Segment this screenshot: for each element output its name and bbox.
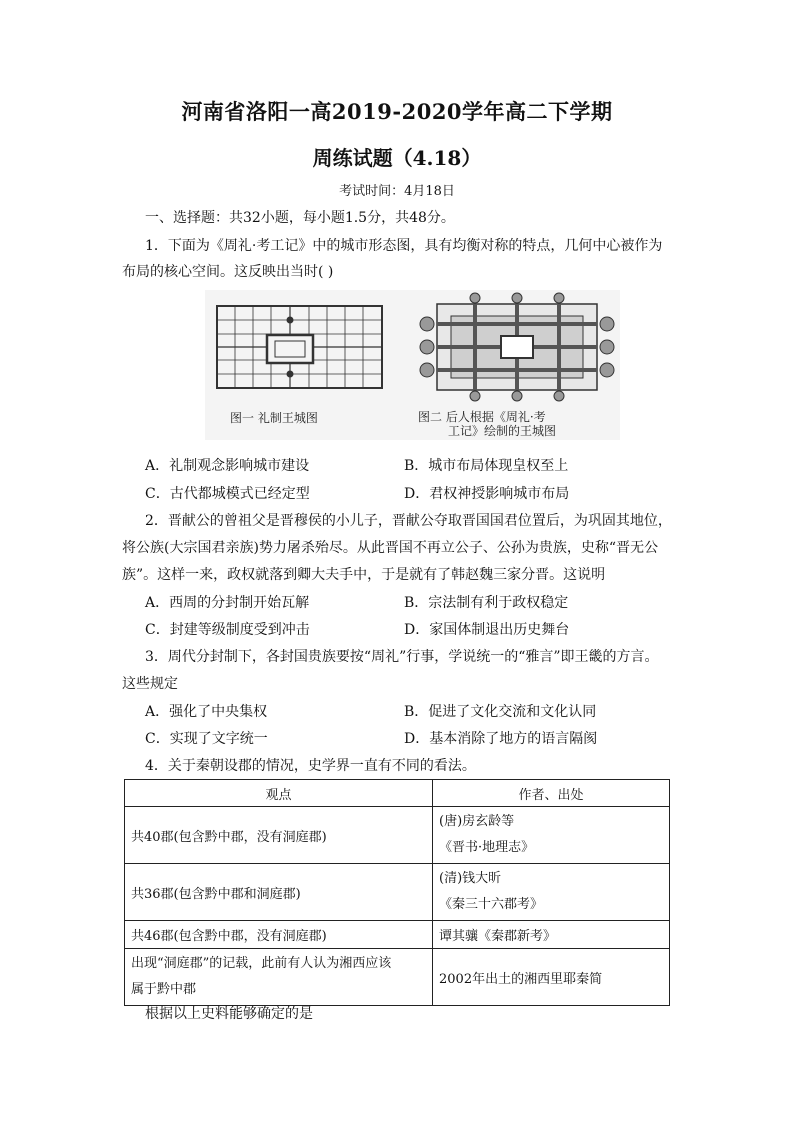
q4-after-text: 根据以上史料能够确定的是: [145, 1006, 313, 1022]
table-cell-view: [125, 949, 433, 1006]
view-line2: 属于黔中郡: [131, 982, 197, 997]
section-heading: 一、选择题：共32小题，每小题1.5分，共48分。: [145, 210, 455, 226]
table-cell-source: [433, 864, 670, 921]
table-row: [125, 807, 670, 864]
q2-option-a: A．西周的分封制开始瓦解: [145, 595, 310, 611]
figure2-plan: [420, 293, 614, 401]
table-header-view: 观点: [125, 780, 433, 807]
table-row: [125, 864, 670, 921]
figure2-caption-line1: 图二 后人根据《周礼·考: [418, 410, 546, 424]
q3-option-c: C．实现了文字统一: [145, 731, 268, 747]
page-title: 河南省洛阳一高2019-2020学年高二下学期: [181, 99, 613, 124]
q2-stem-line2: 将公族(大宗国君亲族)势力屠杀殆尽。从此晋国不再立公子、公孙为贵族，史称“晋无公: [122, 540, 659, 556]
city-plan-illustration: [205, 290, 620, 440]
q1-figure: [205, 290, 620, 440]
table-cell-view: 共40郡(包含黔中郡，没有洞庭郡): [125, 807, 433, 864]
q1-option-c: C．古代都城模式已经定型: [145, 486, 310, 502]
table-cell-view: 共36郡(包含黔中郡和洞庭郡): [125, 864, 433, 921]
source-author: (清)钱大昕: [439, 871, 502, 886]
table-cell-view: 共46郡(包含黔中郡，没有洞庭郡): [125, 921, 433, 949]
q3-option-d: D．基本消除了地方的语言隔阂: [404, 731, 598, 747]
q4-table: [124, 779, 670, 1006]
source-author: (唐)房玄龄等: [439, 814, 515, 829]
table-cell-source: [433, 807, 670, 864]
q2-option-d: D．家国体制退出历史舞台: [404, 622, 570, 638]
table-header-row: [125, 780, 670, 807]
q1-option-d: D．君权神授影响城市布局: [404, 486, 570, 502]
q2-stem-line3: 族”。这样一来，政权就落到卿大夫手中，于是就有了韩赵魏三家分晋。这说明: [122, 567, 606, 583]
table-row: [125, 949, 670, 1006]
q2-stem-line1: 2．晋献公的曾祖父是晋穆侯的小儿子，晋献公夺取晋国国君位置后，为巩固其地位，: [145, 513, 672, 529]
q3-option-a: A．强化了中央集权: [145, 704, 268, 720]
page-subtitle: 周练试题（4.18）: [312, 146, 482, 170]
q3-stem-line2: 这些规定: [122, 676, 178, 692]
q2-option-c: C．封建等级制度受到冲击: [145, 622, 310, 638]
table-cell-source: 谭其骧《秦郡新考》: [433, 921, 670, 949]
q1-option-a: A．礼制观念影响城市建设: [145, 458, 310, 474]
q1-option-b: B．城市布局体现皇权至上: [404, 458, 569, 474]
source-title: 《晋书·地理志》: [439, 840, 535, 855]
q3-stem-line1: 3．周代分封制下，各封国贵族要按“周礼”行事，学说统一的“雅言”即王畿的方言。: [145, 649, 659, 665]
figure1-caption: 图一 礼制王城图: [230, 411, 318, 425]
figure2-caption-line2: 工记》绘制的王城图: [448, 424, 557, 438]
view-line1: 出现“洞庭郡”的记载，此前有人认为湘西应该: [131, 956, 392, 971]
q1-stem-line1: 1．下面为《周礼·考工记》中的城市形态图，具有均衡对称的特点，几何中心被作为: [145, 238, 663, 254]
source-title: 《秦三十六郡考》: [439, 897, 544, 912]
q3-option-b: B．促进了文化交流和文化认同: [404, 704, 597, 720]
exam-time: 考试时间：4月18日: [339, 184, 455, 199]
q2-option-b: B．宗法制有利于政权稳定: [404, 595, 569, 611]
table-row: [125, 921, 670, 949]
table-header-source: 作者、出处: [433, 780, 670, 807]
q1-stem-line2: 布局的核心空间。这反映出当时( ): [122, 264, 334, 280]
table-cell-source: 2002年出土的湘西里耶秦简: [433, 949, 670, 1006]
q4-stem-line1: 4．关于秦朝设郡的情况，史学界一直有不同的看法。: [145, 758, 476, 774]
